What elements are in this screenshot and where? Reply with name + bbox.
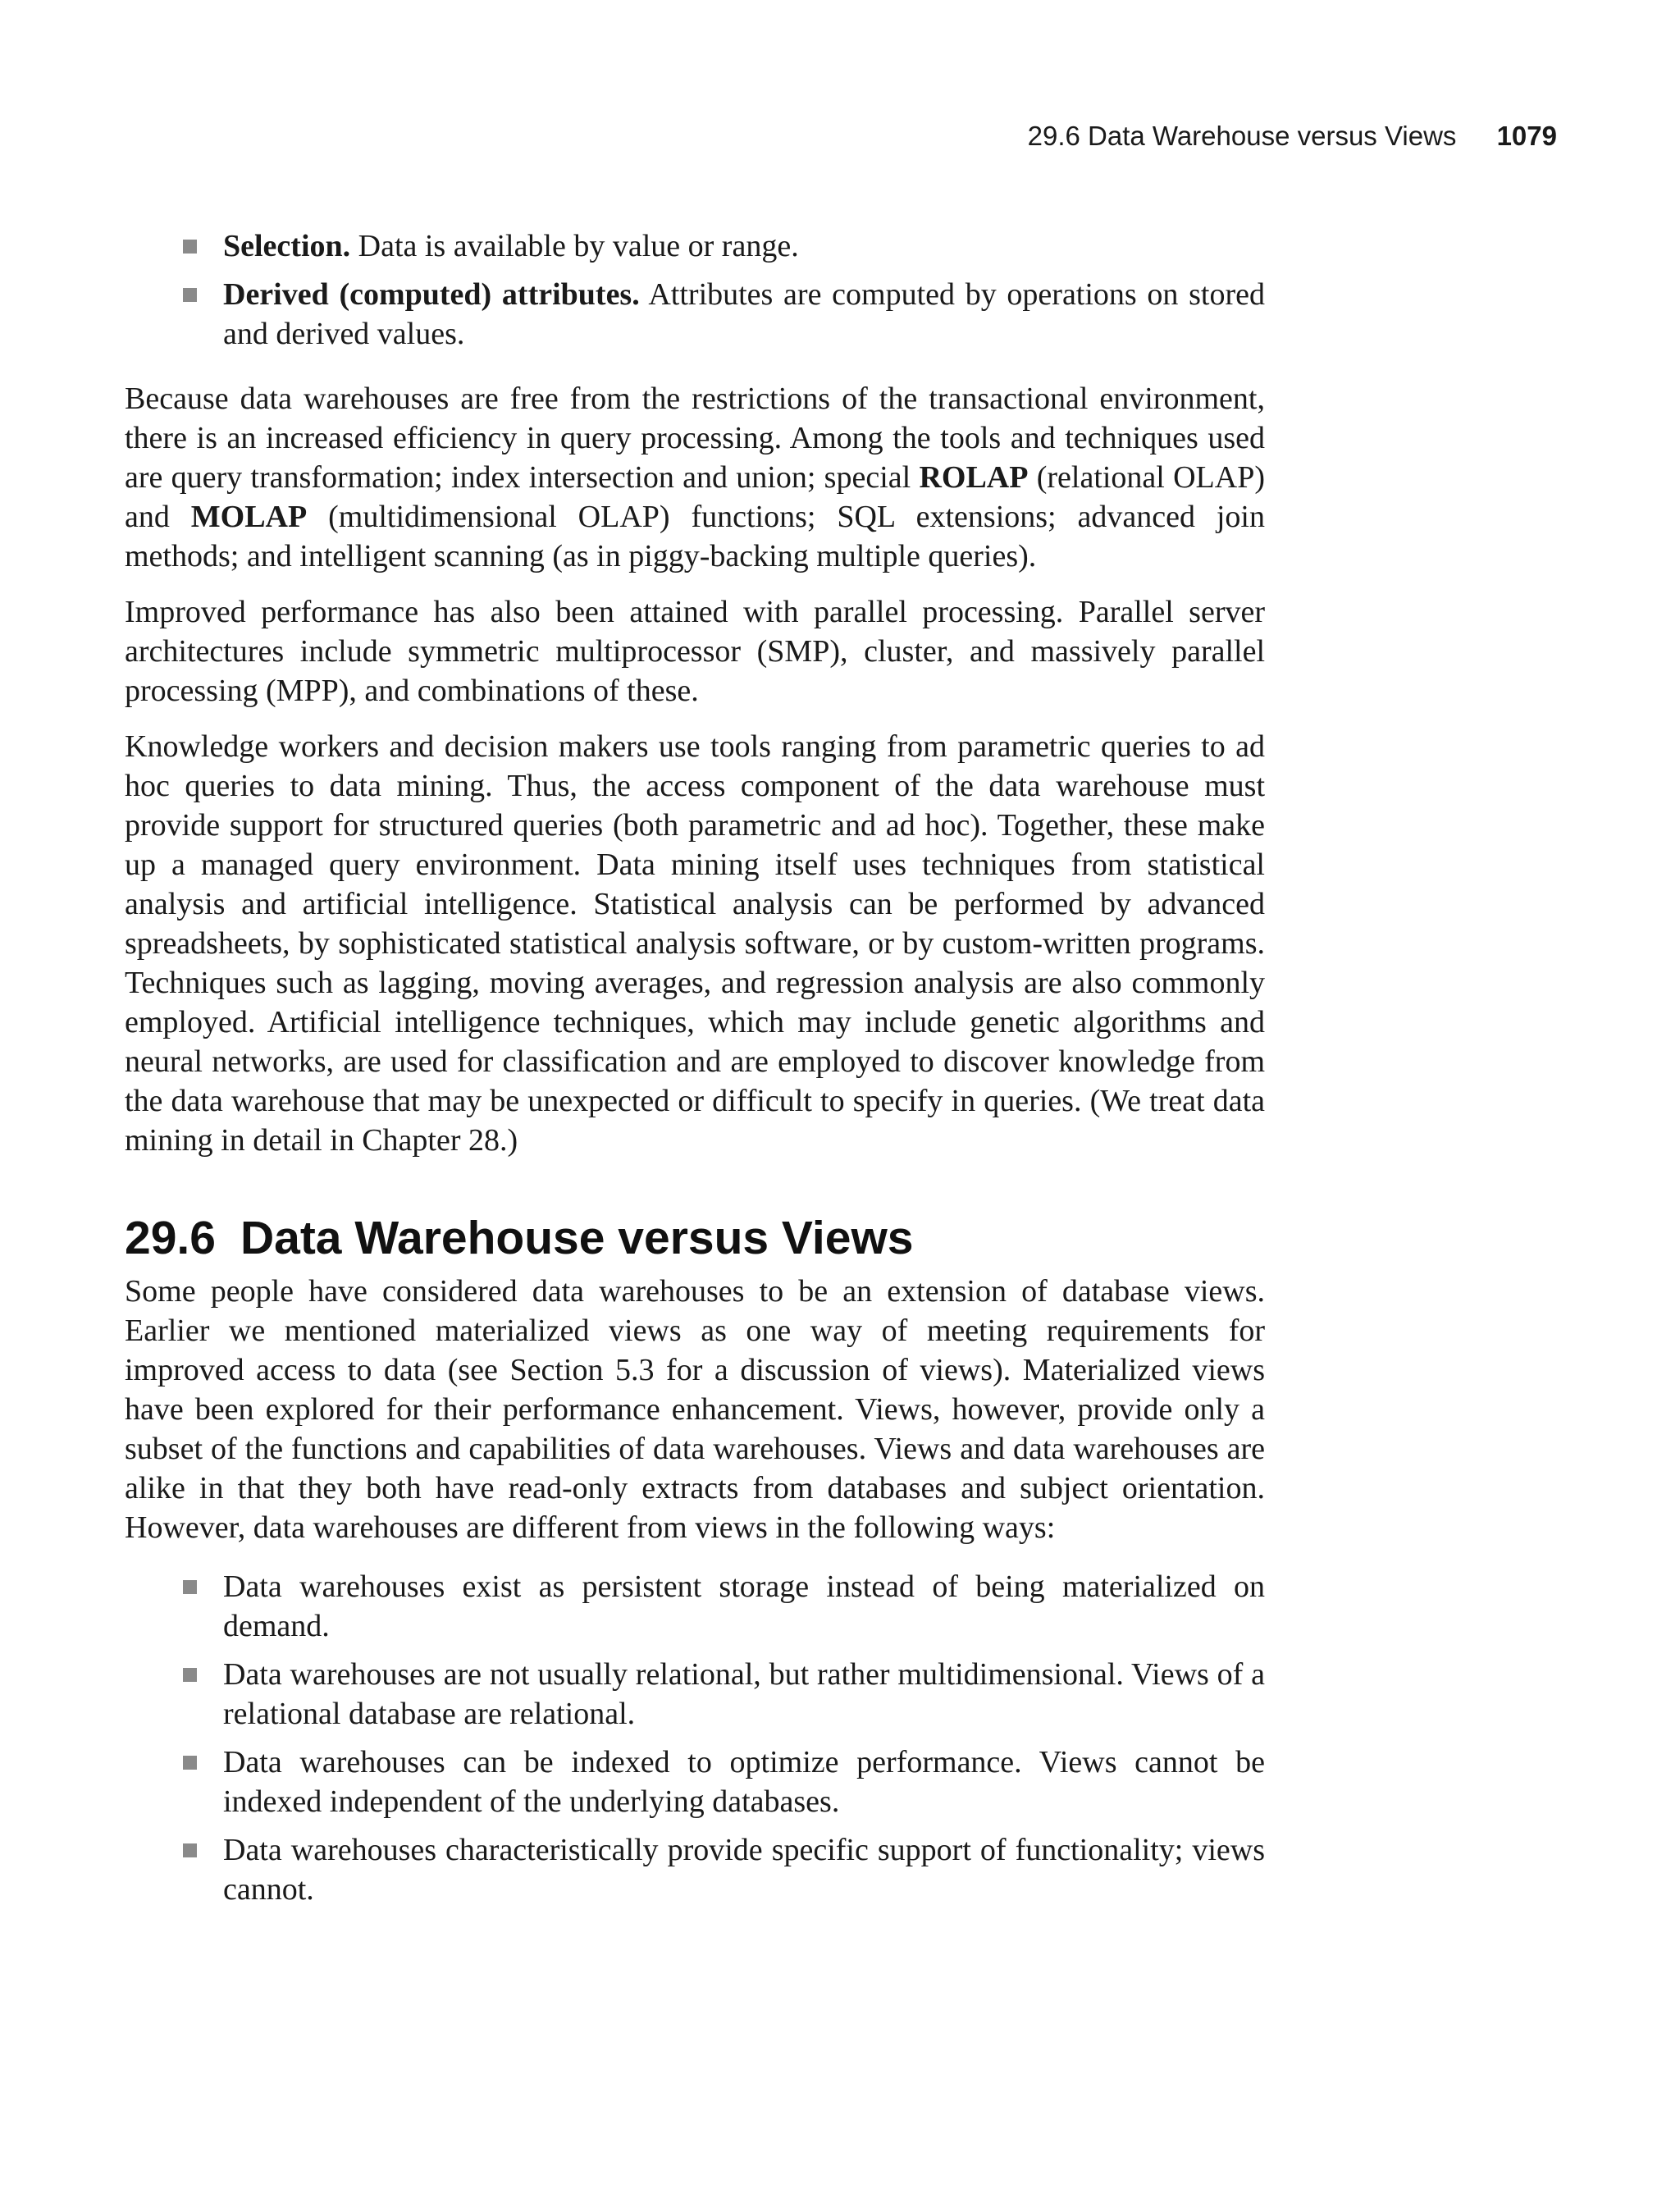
paragraph-text: (multidimensional OLAP) functions; SQL extensions; advanced join methods; and intelligent scanning (as in piggy-backing multiple queries).	[125, 500, 1265, 573]
paragraph-query-processing	[125, 379, 1265, 576]
bullet-square-icon	[183, 1580, 197, 1594]
section-title: Data Warehouse versus Views	[240, 1212, 914, 1264]
bullet-text: Attributes are computed by operations on stored and derived values.	[223, 277, 1266, 351]
list-item	[125, 1567, 1265, 1646]
list-item	[125, 275, 1265, 354]
list-item	[125, 1655, 1265, 1734]
bottom-bullet-list	[125, 1567, 1265, 1909]
list-item	[125, 1830, 1265, 1909]
page-number: 1079	[1496, 121, 1557, 151]
section-number: 29.6	[125, 1212, 216, 1264]
list-item	[125, 1743, 1265, 1821]
bullet-square-icon	[183, 1843, 197, 1857]
molap-term: MOLAP	[190, 500, 308, 534]
top-bullet-list	[125, 226, 1265, 354]
running-header-title: 29.6 Data Warehouse versus Views	[1027, 121, 1457, 151]
bullet-label: Derived (computed) attributes.	[223, 277, 640, 312]
bullet-text: Data warehouses exist as persistent storage instead of being materialized on demand.	[223, 1569, 1265, 1643]
paragraph-views: Some people have considered data warehouses to be an extension of database views. Earlier we mentioned materialized views as one way of meeting requirements for improved access to data (see Section 5.3 for a discussion of views). Materialized views have been explored for their performance enhancement. Views, however, provide only a subset of the functions and capabilities of data warehouses. Views and data warehouses are alike in that they both have read-only extracts from databases and subject orientation. However, data warehouses are different from views in the following ways:	[125, 1274, 1265, 1545]
rolap-term: ROLAP	[919, 460, 1029, 495]
bullet-square-icon	[183, 1668, 197, 1682]
bullet-label: Selection.	[223, 229, 351, 263]
list-item	[125, 226, 1265, 266]
bullet-square-icon	[183, 288, 197, 302]
bullet-text: Data warehouses are not usually relational, but rather multidimensional. Views of a relational database are relational.	[223, 1657, 1265, 1731]
paragraph-text: (relational OLAP) and	[125, 460, 1265, 534]
bullet-text: Data is available by value or range.	[350, 229, 799, 263]
running-header	[1028, 120, 1557, 153]
section-heading	[125, 1211, 1265, 1265]
bullet-text: Data warehouses characteristically provide specific support of functionality; views cannot.	[223, 1833, 1265, 1907]
bullet-square-icon	[183, 240, 197, 254]
paragraph-text: Because data warehouses are free from the restrictions of the transactional environment, there is an increased efficiency in query processing. Among the tools and techniques used are query transformation; index intersection and union; special	[125, 381, 1265, 495]
page-body	[125, 226, 1265, 1918]
bullet-text: Data warehouses can be indexed to optimize performance. Views cannot be indexed independent of the underlying databases.	[223, 1745, 1265, 1819]
bullet-square-icon	[183, 1756, 197, 1770]
paragraph-knowledge-workers: Knowledge workers and decision makers use tools ranging from parametric queries to ad hoc queries to data mining. Thus, the access component of the data warehouse must provide support for structured queries (both parametric and ad hoc). Together, these make up a managed query environment. Data mining itself uses techniques from statistical analysis and artificial intelligence. Statistical analysis can be performed by advanced spreadsheets, by sophisticated statistical analysis software, or by custom-written programs. Techniques such as lagging, moving averages, and regression analysis are also commonly employed. Artificial intelligence techniques, which may include genetic algorithms and neural networks, are used for classification and are employed to discover knowledge from the data warehouse that may be unexpected or difficult to specify in queries. (We treat data mining in detail in Chapter 28.)	[125, 729, 1265, 1158]
paragraph-parallel-processing: Improved performance has also been attained with parallel processing. Parallel server architectures include symmetric multiprocessor (SMP), cluster, and massively parallel processing (MPP), and combinations of these.	[125, 595, 1265, 708]
